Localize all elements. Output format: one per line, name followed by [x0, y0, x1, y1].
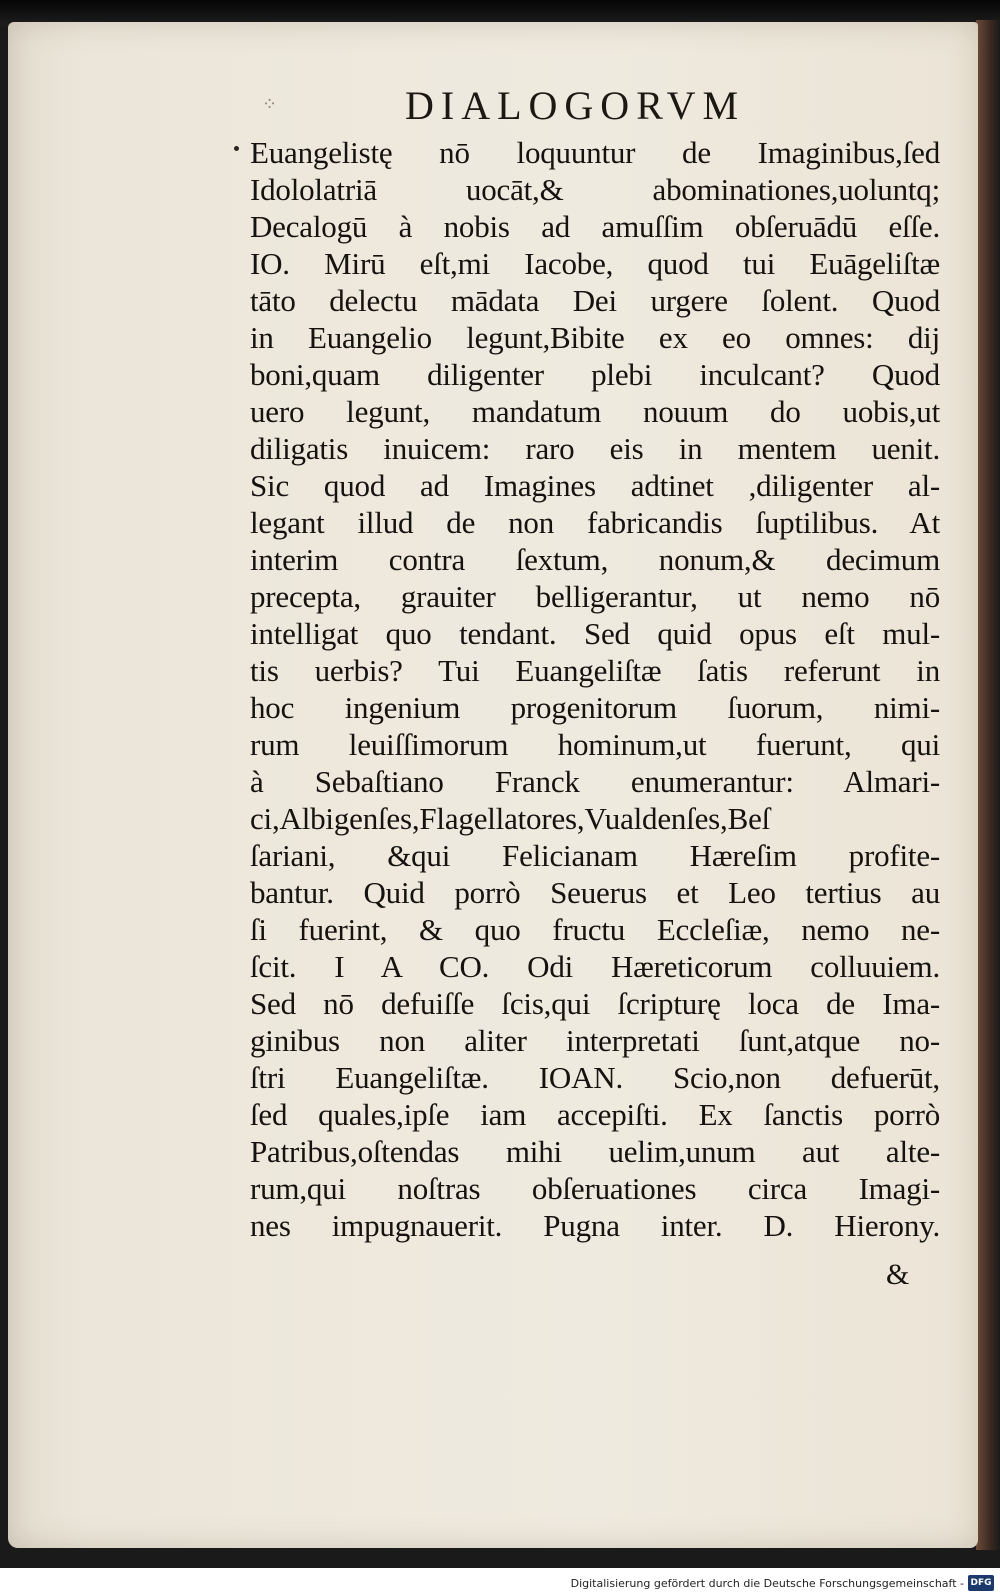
- text-line: hoc ingenium progenitorum ſuorum, nimi-: [250, 690, 940, 725]
- text-line: diligatis inuicem: raro eis in mentem uenit.: [250, 431, 940, 466]
- text-line: rum leuiſſimorum hominum,ut fuerunt, qui: [250, 727, 940, 762]
- text-line: uero legunt, mandatum nouum do uobis,ut: [250, 394, 940, 429]
- text-line: ginibus non aliter interpretati ſunt,atque no-: [250, 1023, 940, 1058]
- text-line: ſi fuerint, & quo fructu Eccleſiæ, nemo ne-: [250, 912, 940, 947]
- text-line: tāto delectu mādata Dei urgere ſolent. Quod: [250, 283, 940, 318]
- text-line: legant illud de non fabricandis ſuptilibus. At: [250, 505, 940, 540]
- footer-bar: [0, 1568, 1000, 1596]
- dfg-logo-icon[interactable]: DFG: [968, 1575, 994, 1591]
- text-line: intelligat quo tendant. Sed quid opus eſt mul-: [250, 616, 940, 651]
- text-line: ſed quales,ipſe iam accepiſti. Ex ſanctis porrò: [250, 1097, 940, 1132]
- text-line: rum,qui noſtras obſeruationes circa Imagi-: [250, 1171, 940, 1206]
- text-line: Euangelistę nō loquuntur de Imaginibus,ſed: [250, 135, 940, 170]
- footer-credit: Digitalisierung gefördert durch die Deutsche Forschungsgemeinschaft -: [570, 1577, 964, 1590]
- text-block: [250, 134, 940, 1244]
- text-line: in Euangelio legunt,Bibite ex eo omnes: dij: [250, 320, 940, 355]
- text-line: precepta, grauiter belligerantur, ut nemo nō: [250, 579, 940, 614]
- text-line: à Sebaſtiano Franck enumerantur: Almari-: [250, 764, 940, 799]
- text-line: Decalogū à nobis ad amuſſim obſeruādū eſſe.: [250, 209, 940, 244]
- text-line: ſariani, &qui Felicianam Hæreſim profite-: [250, 838, 940, 873]
- text-line: boni,quam diligenter plebi inculcant? Quod: [250, 357, 940, 392]
- text-line: tis uerbis? Tui Euangeliſtæ ſatis referunt in: [250, 653, 940, 688]
- text-line: ci,Albigenſes,Flagellatores,Vualdenſes,Beſ: [250, 801, 771, 836]
- running-head: DIALOGORVM: [405, 83, 746, 128]
- text-line: ſtri Euangeliſtæ. IOAN. Scio,non defuerūt,: [250, 1060, 940, 1095]
- page-edge: [976, 20, 1000, 1550]
- text-line: Idololatriā uocāt,& abominationes,uoluntq;: [250, 172, 940, 207]
- catchword: &: [886, 1258, 910, 1291]
- text-line: IO. Mirū eſt,mi Iacobe, quod tui Euāgeliſtæ: [250, 246, 940, 281]
- text-line: Sed nō defuiſſe ſcis,qui ſcripturę loca de Ima-: [250, 986, 940, 1021]
- text-line: nes impugnauerit. Pugna inter. D. Hierony.: [250, 1208, 940, 1243]
- text-line: interim contra ſextum, nonum,& decimum: [250, 542, 940, 577]
- text-line: ſcit. I A CO. Odi Hæreticorum colluuiem.: [250, 949, 940, 984]
- text-line: Sic quod ad Imagines adtinet ,diligenter al-: [250, 468, 940, 503]
- margin-dot: [234, 146, 239, 151]
- ink-smudge-icon: ⁘: [262, 94, 278, 115]
- text-line: bantur. Quid porrò Seuerus et Leo tertius au: [250, 875, 940, 910]
- text-line: Patribus,oſtendas mihi uelim,unum aut alte-: [250, 1134, 940, 1169]
